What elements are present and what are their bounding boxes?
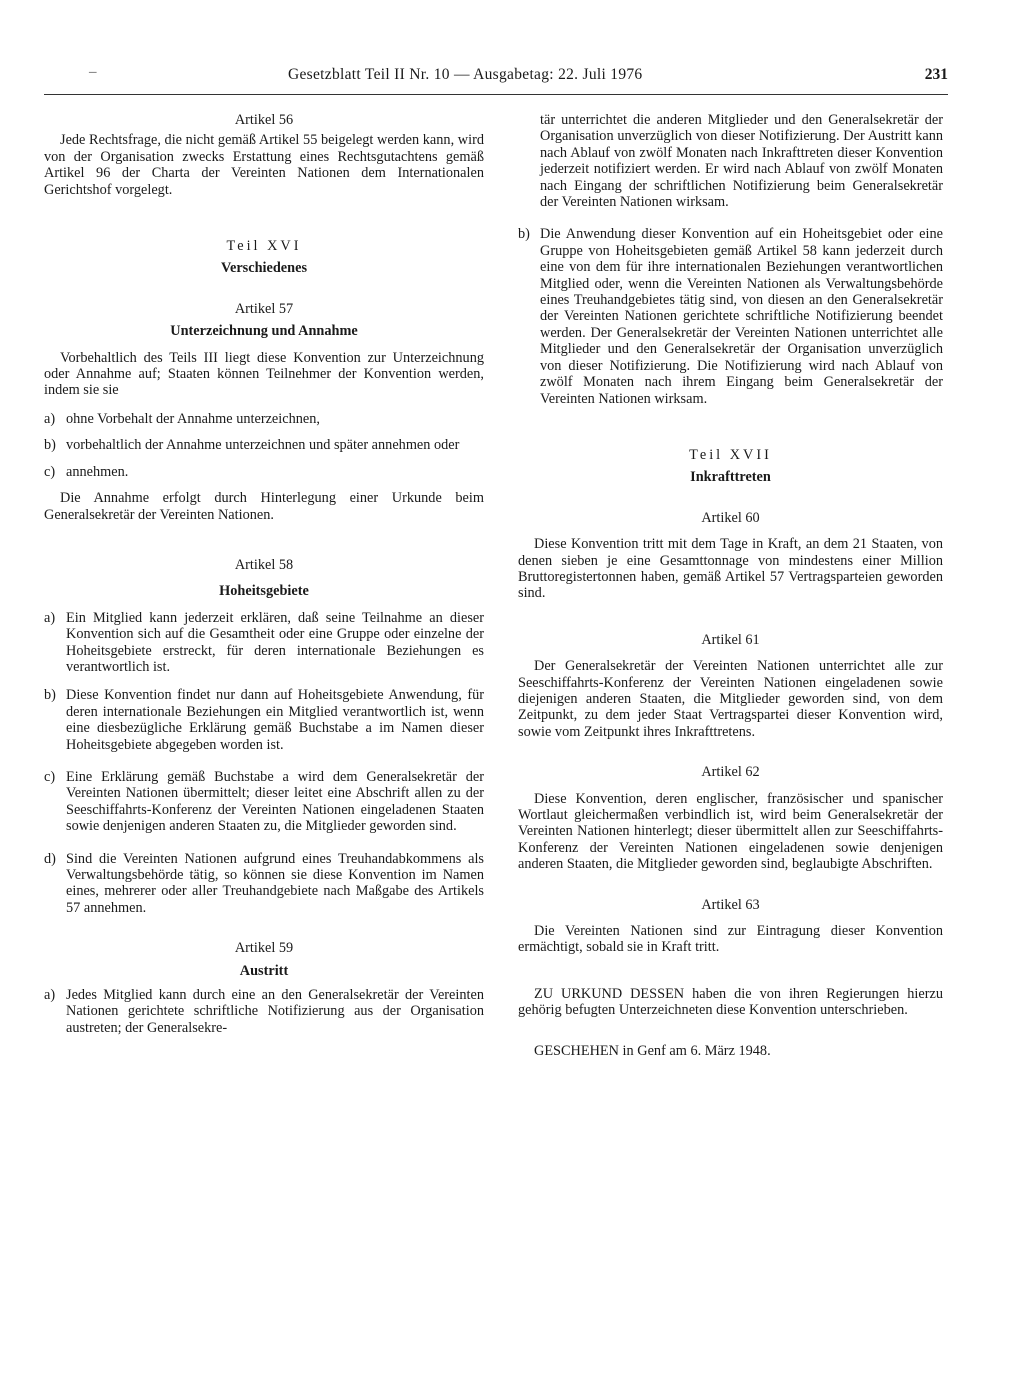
part-17-heading: Inkrafttreten	[690, 469, 771, 486]
item-label: a)	[44, 410, 56, 427]
article-57-item-a	[44, 411, 484, 427]
item-text: Die Anwendung dieser Konvention auf ein Hoheitsgebiet oder eine Gruppe von Hoheitsgebieten gemäß Artikel 58 kann jederzeit durch eine von dem für ihre internationalen Beziehungen verantwortlichen Mitglied oder, wenn die Vereinten Nationen als Verwaltungsbehörde eines Treuhandgebietes tätig sind, von diesen an den Generalsekretär der Vereinten Nationen gerichtete schriftliche Notifizierung beendet werden. Der Generalsekretär der Vereinten Nationen unterrichtet alle Mitglieder und den Generalsekretär der Organisation unverzüglich von dieser Notifizierung. Die Notifizierung wird nach Ablauf von zwölf Monaten nach ihrem Eingang beim Generalsekretär der Vereinten Nationen wirksam.	[540, 226, 943, 407]
item-label: c)	[44, 768, 56, 785]
article-57-closing: Die Annahme erfolgt durch Hinterlegung einer Urkunde beim Generalsekretär der Vereinten Nationen.	[44, 490, 484, 523]
article-57-item-c	[44, 464, 484, 480]
item-label: b)	[518, 226, 530, 243]
running-title: Gesetzblatt Teil II Nr. 10 — Ausgabetag: 22. Juli 1976	[288, 66, 643, 83]
item-text: Sind die Vereinten Nationen aufgrund eines Treuhandabkommens als Verwaltungsbehörde tätig, so können sie diese Konvention im Namen eines, mehrerer oder aller Treuhandgebiete nach Maßgabe des Artikels 57 annehmen.	[66, 850, 484, 916]
right-column	[518, 112, 943, 1059]
article-61-text: Der Generalsekretär der Vereinten Nationen unterrichtet alle zur Seeschiffahrts-Konferenz der Vereinten Nationen eingeladenen sowie diejenigen anderen Staaten, die Mitglieder geworden sind, von dem Zeitpunkt, zu dem jeder Staat Vertragspartei dieser Konvention wird, sowie vom Zeitpunkt ihres Inkrafttretens.	[518, 658, 943, 740]
article-59-item-b	[518, 226, 943, 406]
article-57-heading: Unterzeichnung und Annahme	[170, 323, 358, 340]
item-text: Eine Erklärung gemäß Buchstabe a wird dem Generalsekretär der Vereinten Nationen übermittelt; dieser leitet eine Abschrift allen zu der Seeschiffahrts-Konferenz der Vereinten Nationen eingeladenen Staaten sowie denjenigen anderen Staaten zu, die Mitglieder geworden sind.	[66, 768, 484, 835]
item-text: ohne Vorbehalt der Annahme unterzeichnen,	[66, 410, 320, 427]
item-label: a)	[44, 609, 56, 626]
page-header	[44, 64, 948, 94]
item-text: vorbehaltlich der Annahme unterzeichnen und später annehmen oder	[66, 437, 460, 454]
item-label: b)	[44, 437, 56, 454]
article-59-heading: Austritt	[239, 962, 289, 979]
item-label: a)	[44, 987, 56, 1004]
part-16-heading: Verschiedenes	[220, 260, 308, 277]
article-58-item-a	[44, 610, 484, 676]
article-58-item-b	[44, 687, 484, 753]
article-57-intro: Vorbehaltlich des Teils III liegt diese Konvention zur Unterzeichnung oder Annahme auf; Staaten können Teilnehmer der Konvention werden, indem sie sie	[44, 349, 484, 399]
article-57-title: Artikel 57	[234, 300, 294, 317]
article-62-title: Artikel 62	[701, 764, 760, 781]
article-60-text: Diese Konvention tritt mit dem Tage in Kraft, an dem 21 Staaten, von denen sieben je eine Gesamttonnage von mindestens einer Million Bruttoregistertonnen haben, gemäß Artikel 57 Vertragsparteien geworden sind.	[518, 536, 943, 602]
article-58-item-d	[44, 851, 484, 917]
article-58-title: Artikel 58	[234, 556, 294, 573]
article-60-title: Artikel 60	[701, 509, 760, 526]
header-dash-mark: –	[89, 64, 97, 80]
left-column	[44, 112, 484, 1036]
closing-formula: ZU URKUND DESSEN haben die von ihren Regierungen hierzu gehörig befugten Unterzeichneten diese Konvention unterschrieben.	[518, 985, 943, 1019]
article-63-text: Die Vereinten Nationen sind zur Eintragung dieser Konvention ermächtigt, sobald sie in Kraft tritt.	[518, 923, 943, 956]
article-61-title: Artikel 61	[701, 631, 760, 648]
article-59-item-a-continued	[518, 112, 943, 210]
item-text: tär unterrichtet die anderen Mitglieder und den Generalsekretär der Organisation unverzüglich von dieser Notifizierung. Der Austritt kann nach Ablauf von zwölf Monaten nach Inkrafttreten dieser Konvention jederzeit notifiziert werden. Er wird nach Ablauf von zwölf Monaten nach Eingang der schriftlichen Notifizierung beim Generalsekretär der Vereinten Nationen wirksam.	[540, 112, 943, 211]
page-number: 231	[924, 66, 948, 83]
article-59-title: Artikel 59	[234, 940, 294, 957]
article-58-heading: Hoheitsgebiete	[219, 583, 309, 600]
article-63-title: Artikel 63	[701, 896, 760, 913]
item-label: d)	[44, 850, 56, 867]
item-label: b)	[44, 687, 56, 704]
item-label: c)	[44, 463, 56, 480]
article-62-text: Diese Konvention, deren englischer, französischer und spanischer Wortlaut gleichermaßen verbindlich ist, wird beim Generalsekretär der Vereinten Nationen hinterlegt; dieser übermittelt allen zur Seeschiffahrts-Konferenz der Vereinten Nationen eingeladenen sowie denjenigen anderen Staaten, die Mitglieder geworden sind, beglaubigte Abschriften.	[518, 790, 943, 873]
item-text: Jedes Mitglied kann durch eine an den Generalsekretär der Vereinten Nationen gerichtete schriftliche Notifizierung aus der Organisation austreten; der Generalsekre-	[66, 987, 484, 1036]
part-17-title: Teil XVII	[689, 446, 772, 463]
article-58-item-c	[44, 769, 484, 835]
article-59-item-a	[44, 987, 484, 1036]
article-56-title: Artikel 56	[234, 112, 294, 128]
article-56-text: Jede Rechtsfrage, die nicht gemäß Artikel 55 beigelegt werden kann, wird von der Organisation zwecks Erstattung eines Rechtsgutachtens gemäß Artikel 96 der Charta der Vereinten Nationen dem Internationalen Gerichtshof vorgelegt.	[44, 132, 484, 198]
item-text: Diese Konvention findet nur dann auf Hoheitsgebiete Anwendung, für deren internationale Beziehungen ein Mitglied verantwortlich ist, wenn eine diesbezügliche Erklärung gemäß Buchstabe a im Namen dieser Hoheitsgebiete abgegeben worden ist.	[66, 687, 484, 753]
item-text: annehmen.	[66, 463, 129, 480]
part-16-title: Teil XVI	[226, 238, 302, 255]
header-rule	[44, 94, 948, 95]
signature-place-date: GESCHEHEN in Genf am 6. März 1948.	[534, 1042, 771, 1059]
article-57-item-b	[44, 437, 484, 453]
item-text: Ein Mitglied kann jederzeit erklären, daß seine Teilnahme an dieser Konvention sich auf die Gesamtheit oder eine Gruppe oder einzelne der Hoheitsgebiete erstreckt, für deren internationale Beziehungen es verantwortlich ist.	[66, 609, 484, 675]
